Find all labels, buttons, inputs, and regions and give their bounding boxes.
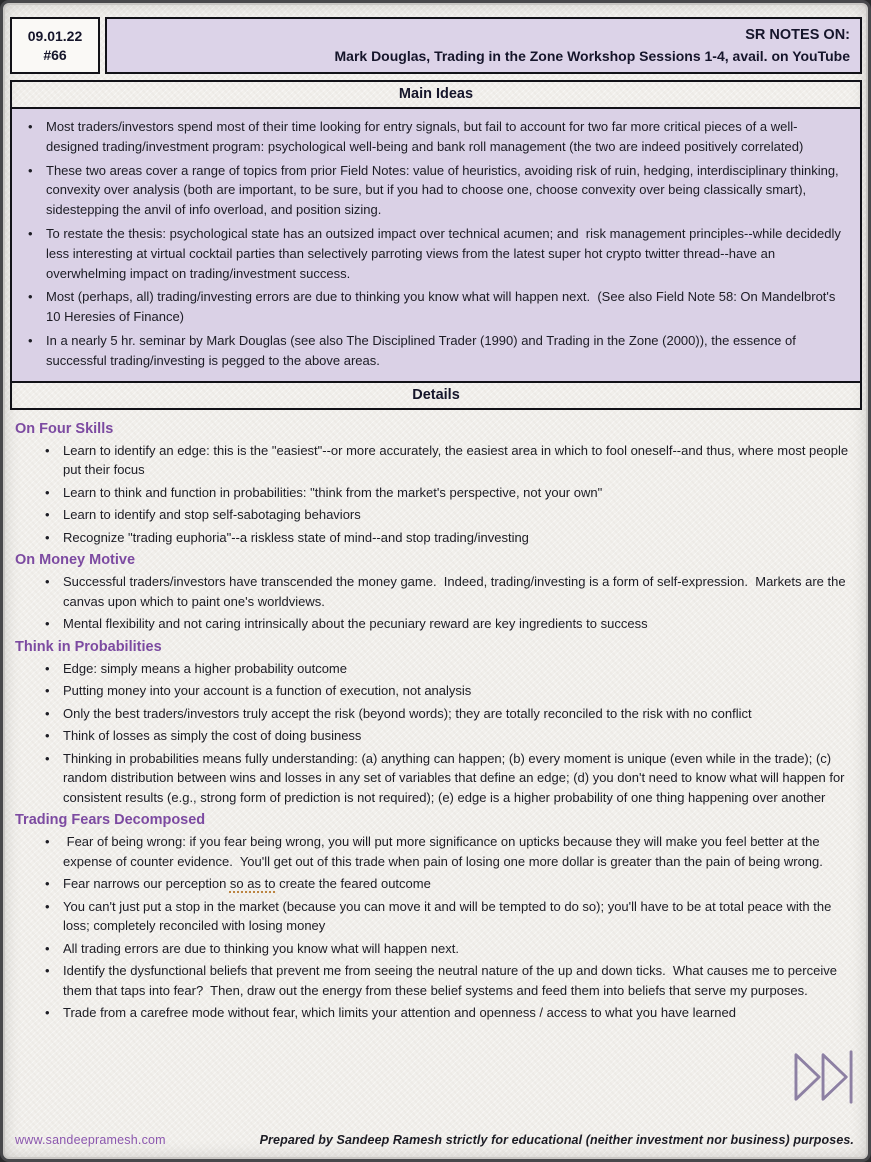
skip-forward-icon	[792, 1048, 856, 1106]
title-box	[105, 17, 862, 74]
disclaimer-text: Prepared by Sandeep Ramesh strictly for educational (neither investment nor business) purposes.	[259, 1133, 854, 1147]
note-date: 09.01.22	[27, 27, 83, 44]
details-section	[3, 410, 868, 1023]
section-heading: Trading Fears Decomposed	[15, 812, 206, 829]
page-header	[10, 17, 862, 74]
section-bullet-list	[15, 659, 856, 808]
bullet-item: • Mental flexibility and not caring intrinsically about the pecuniary reward are key ingredients to success	[39, 614, 856, 634]
section-bullet-list	[15, 832, 856, 1023]
bullet-item: • Most traders/investors spend most of their time looking for entry signals, but fail to account for two far more critical pieces of a well-designed trading/investment program: psychological well-being and bank roll management (the two are indeed positively correlated)	[24, 117, 848, 157]
title-kicker: SR NOTES ON:	[745, 27, 850, 43]
bullet-item: • Edge: simply means a higher probability outcome	[39, 659, 856, 679]
bullet-item: • Recognize "trading euphoria"--a riskless state of mind--and stop trading/investing	[39, 528, 856, 548]
page-title: Mark Douglas, Trading in the Zone Workshop Sessions 1-4, avail. on YouTube	[334, 48, 850, 64]
section-bullet-list	[15, 572, 856, 634]
bullet-item: • Successful traders/investors have transcended the money game. Indeed, trading/investing is a form of self-expression. Markets are the canvas upon which to paint one's worldviews.	[39, 572, 856, 611]
bullet-item: • Fear of being wrong: if you fear being wrong, you will put more significance on upticks because they will make you feel better at the expense of counter evidence. You'll get out of this trade when pain of losing one more dollar is greater than the pain of being wrong.	[39, 832, 856, 871]
main-ideas-heading: Main Ideas	[10, 80, 862, 109]
bullet-item: • Learn to identify and stop self-sabotaging behaviors	[39, 505, 856, 525]
bullet-item: • Most (perhaps, all) trading/investing errors are due to thinking you know what will happen next. (See also Field Note 58: On Mandelbrot's 10 Heresies of Finance)	[24, 287, 848, 327]
bullet-item: • To restate the thesis: psychological state has an outsized impact over technical acumen; and risk management principles--while decidedly less interesting at virtual cocktail parties than selectively parroting views from the latest super hot crypto twitter thread--have an overwhelming impact on trading/investment success.	[24, 224, 848, 283]
spellcheck-underline: so as to	[229, 876, 276, 892]
date-issue-box	[10, 17, 100, 74]
page-footer	[15, 1133, 854, 1147]
bullet-item: • Learn to identify an edge: this is the "easiest"--or more accurately, the easiest area in which to fool oneself--and thus, where most people put their focus	[39, 441, 856, 480]
note-number: #66	[43, 46, 67, 63]
bullet-item: • Thinking in probabilities means fully understanding: (a) anything can happen; (b) every moment is unique (even while in the trade); (c) random distribution between wins and losses in any set of variables that define an edge; (d) you don't need to know what will happen for consistent results (e.g., strong form of prediction is not required); (e) edge is a higher probability of one thing happening over another	[39, 749, 856, 808]
bullet-item: • You can't just put a stop in the market (because you can move it and will be tempted to do so); you'll have to be at total peace with the loss; completely reconciled with losing money	[39, 897, 856, 936]
bullet-item: • Only the best traders/investors truly accept the risk (beyond words); they are totally reconciled to the risk with no conflict	[39, 704, 856, 724]
bullet-item: • These two areas cover a range of topics from prior Field Notes: value of heuristics, avoiding risk of ruin, hedging, interdisciplinary thinking, convexity over analysis (both are important, to be sure, but if you had to choose one, choose convexity over being classically smart), sidestepping the anvil of info overload, and position sizing.	[24, 161, 848, 220]
main-ideas-section	[10, 107, 862, 383]
brand-logo	[792, 1048, 856, 1111]
bullet-item: • Think of losses as simply the cost of doing business	[39, 726, 856, 746]
bullet-item: • In a nearly 5 hr. seminar by Mark Douglas (see also The Disciplined Trader (1990) and Trading in the Zone (2000)), the essence of successful trading/investing is pegged to the above areas.	[24, 331, 848, 371]
main-ideas-list	[24, 117, 848, 371]
section-heading: On Four Skills	[15, 420, 114, 437]
bullet-item: • All trading errors are due to thinking you know what will happen next.	[39, 939, 856, 959]
bullet-item: • Putting money into your account is a function of execution, not analysis	[39, 681, 856, 701]
website-link[interactable]: www.sandeepramesh.com	[15, 1133, 166, 1147]
bullet-item: • Fear narrows our perception so as to create the feared outcome	[39, 874, 856, 894]
bullet-item: • Identify the dysfunctional beliefs that prevent me from seeing the neutral nature of the up and down ticks. What causes me to perceive them that taps into fear? Then, draw out the energy from these belief systems and feed them into beliefs that serve my purposes.	[39, 961, 856, 1000]
section-bullet-list	[15, 441, 856, 548]
details-heading: Details	[10, 381, 862, 410]
bullet-item: • Learn to think and function in probabilities: "think from the market's perspective, not your own"	[39, 483, 856, 503]
bullet-item: • Trade from a carefree mode without fear, which limits your attention and openness / access to what you have learned	[39, 1003, 856, 1023]
section-heading: Think in Probabilities	[15, 638, 162, 655]
section-heading: On Money Motive	[15, 552, 136, 569]
